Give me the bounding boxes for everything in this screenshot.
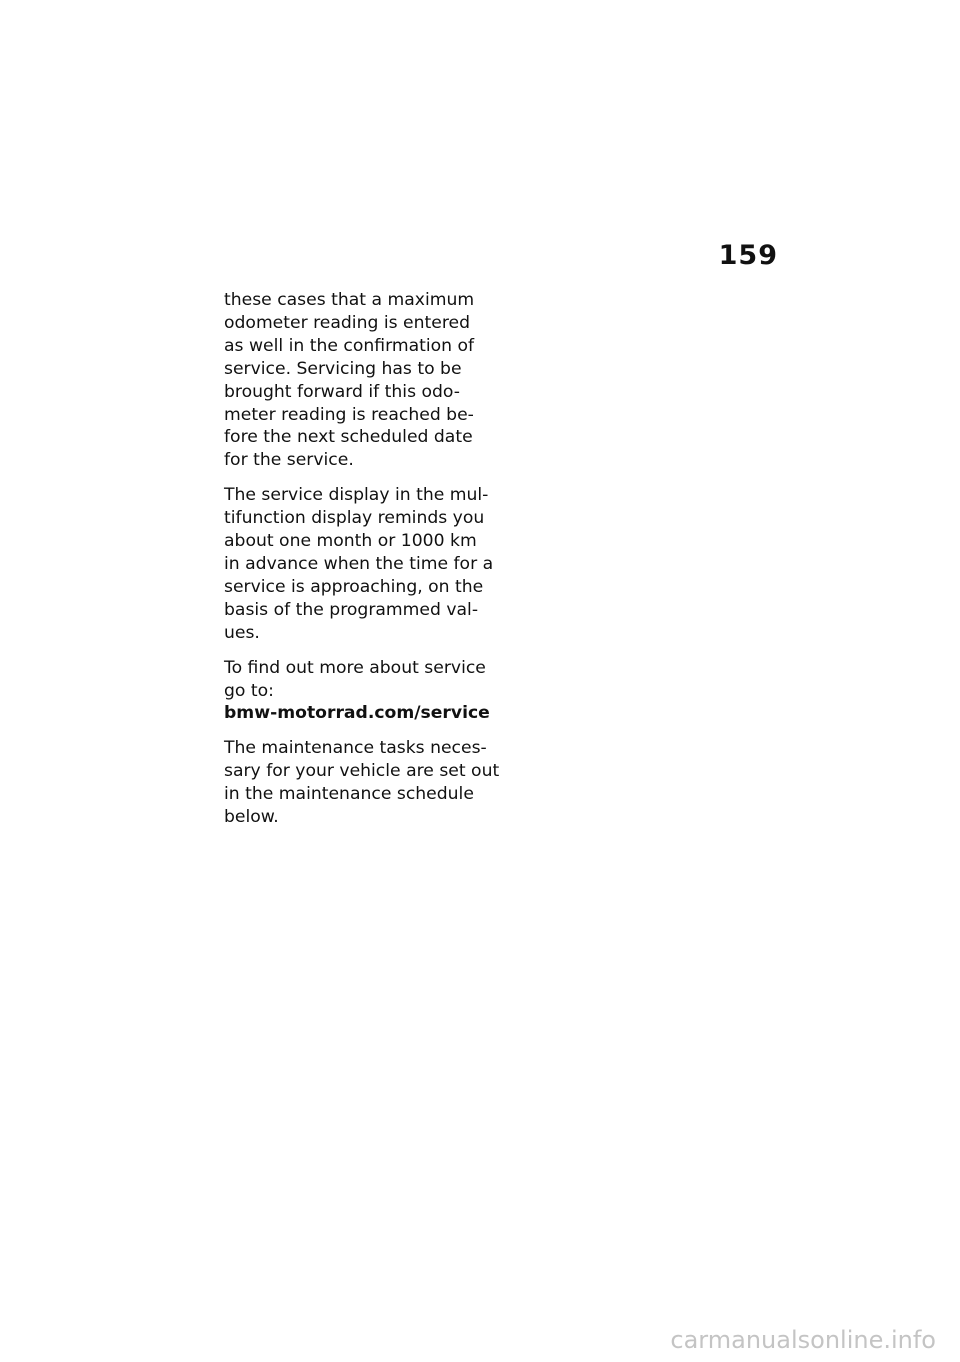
service-url-link[interactable]: bmw-motorrad.com/service [224, 703, 490, 724]
text-line: about one month or 1000 km [224, 531, 477, 552]
text-line: for the service. [224, 450, 354, 471]
text-line: service. Servicing has to be [224, 358, 462, 379]
text-line: The maintenance tasks neces- [224, 738, 487, 759]
text-line: below. [224, 807, 279, 828]
text-line: go to: [224, 680, 274, 701]
text-line: odometer reading is entered [224, 312, 470, 333]
paragraph-find-out-more [224, 657, 499, 726]
text-line: The service display in the mul- [224, 485, 489, 506]
text-line: these cases that a maximum [224, 290, 475, 310]
body-text [224, 289, 499, 841]
text-line: ues. [224, 622, 260, 643]
text-line: To find out more about service [224, 657, 486, 678]
text-line: as well in the confirmation of [224, 335, 475, 356]
text-line: fore the next scheduled date [224, 427, 473, 448]
text-line: in the maintenance schedule [224, 784, 474, 805]
text-line: basis of the programmed val- [224, 599, 479, 620]
text-line: tifunction display reminds you [224, 508, 485, 529]
paragraph-service-display [224, 484, 499, 644]
page-number: 159 [718, 240, 778, 271]
text-line: brought forward if this odo- [224, 381, 460, 402]
text-line: sary for your vehicle are set out [224, 761, 500, 782]
paragraph-odometer-reading [224, 289, 499, 472]
text-line: service is approaching, on the [224, 576, 484, 597]
paragraph-maintenance-tasks [224, 737, 499, 829]
text-line: in advance when the time for a [224, 553, 494, 574]
watermark: carmanualsonline.info [670, 1326, 936, 1354]
text-line: meter reading is reached be- [224, 404, 474, 425]
